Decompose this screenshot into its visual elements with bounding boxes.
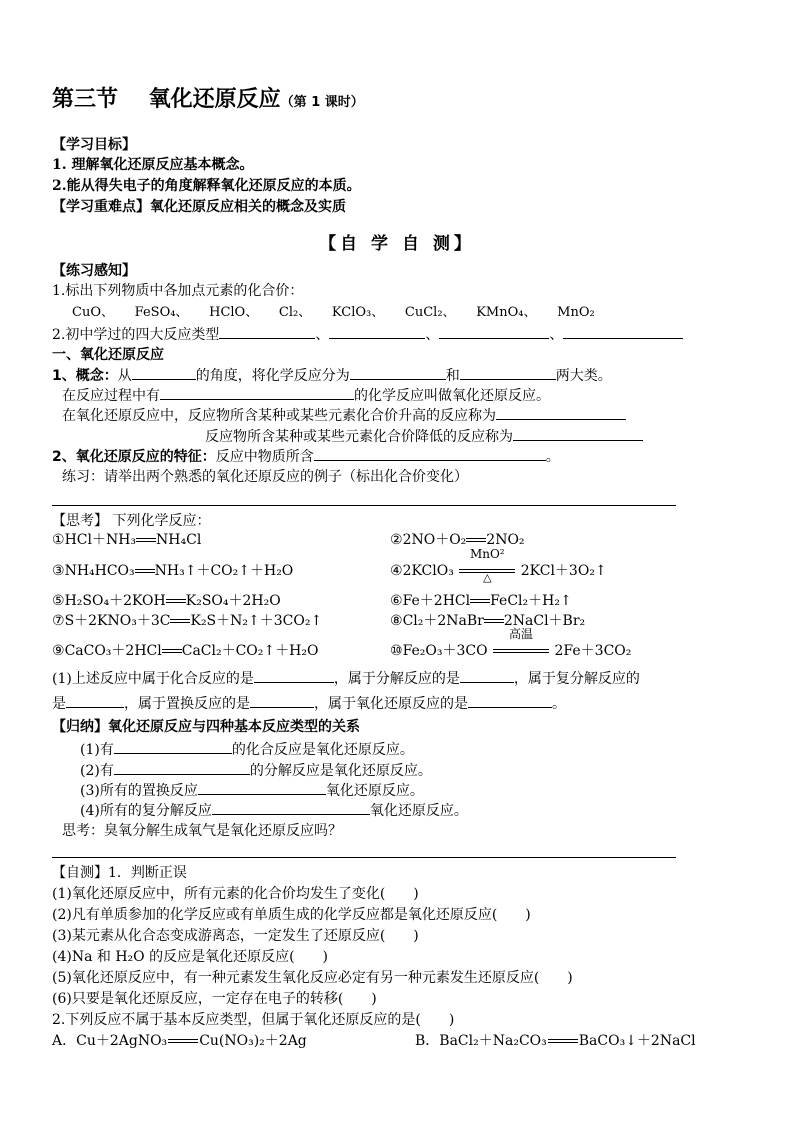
answer-blank[interactable] — [114, 740, 232, 754]
answer-blank[interactable] — [513, 427, 643, 441]
answer-blank[interactable] — [314, 447, 546, 461]
summary-text: (4)所有的复分解反应 — [80, 803, 212, 819]
key-points: 【学习重难点】氧化还原反应相关的概念及实质 — [52, 199, 346, 215]
products: 2Fe＋3CO₂ — [554, 643, 632, 659]
feature-text: 反应中物质所含 — [215, 449, 314, 465]
answer-blank[interactable] — [496, 406, 626, 420]
summary-line-2 — [80, 761, 432, 780]
practice-q2 — [52, 325, 683, 344]
concept-text: 两大类。 — [555, 368, 612, 384]
reactants: Cl₂＋2NaBr — [402, 613, 484, 629]
products: NH₃↑＋CO₂↑＋H₂O — [154, 563, 294, 579]
question-text: ，属于复分解反应的 — [513, 671, 640, 687]
concept-text: 反应物所含某种或某些元素化合价降低的反应称为 — [205, 429, 513, 445]
reaction-8 — [390, 612, 585, 630]
question-text: (1)上述反应中属于化合反应的是 — [52, 671, 254, 687]
products: NH₄Cl — [156, 532, 202, 548]
equals-sign — [548, 1039, 578, 1043]
answer-blank[interactable] — [132, 366, 196, 380]
practice-heading: 【练习感知】 — [52, 263, 136, 279]
answer-line — [52, 857, 676, 858]
summary-line-1 — [80, 740, 414, 759]
answer-blank[interactable] — [563, 325, 683, 339]
section-one-heading: 一、氧化还原反应 — [52, 347, 164, 363]
substance: FeSO₄、 — [134, 305, 189, 320]
answer-blank[interactable] — [219, 325, 315, 339]
summary-text: 氧化还原反应。 — [369, 803, 468, 819]
reaction-number: ⑨ — [52, 643, 65, 659]
substance: KMnO₄、 — [476, 305, 537, 320]
objectives-heading: 【学习目标】 — [52, 137, 136, 153]
judge-item: (4)Na 和 H₂O 的反应是氧化还原反应( ) — [52, 949, 329, 965]
reaction-number: ③ — [52, 563, 65, 579]
feature-label: 2、氧化还原反应的特征： — [52, 449, 216, 465]
practice-q1: 1.标出下列物质中各加点元素的化合价： — [52, 283, 304, 299]
answer-blank[interactable] — [66, 694, 124, 708]
reactants: Fe＋2HCl — [402, 593, 471, 609]
answer-blank[interactable] — [254, 669, 334, 683]
option-label: B． — [415, 1033, 440, 1049]
equals-sign — [466, 538, 486, 542]
concept-line-4 — [205, 427, 643, 446]
answer-line — [52, 505, 676, 506]
judge-item: (2)凡有单质参加的化学反应或有单质生成的化学反应都是氧化还原反应( ) — [52, 907, 531, 923]
reactants: 2NO＋O₂ — [402, 532, 467, 548]
reaction-6 — [390, 592, 572, 610]
answer-blank[interactable] — [439, 325, 549, 339]
answer-blank[interactable] — [468, 694, 552, 708]
substance: CuCl₂、 — [404, 305, 456, 320]
objective-2: 2.能从得失电子的角度解释氧化还原反应的本质。 — [52, 178, 361, 194]
option-a[interactable] — [52, 1032, 307, 1050]
summary-line-3 — [80, 781, 424, 800]
substance: HClO、 — [209, 305, 259, 320]
period-label: （第 1 课时） — [280, 95, 364, 110]
question-text: 是 — [52, 696, 66, 712]
products: BaCO₃↓＋2NaCl — [578, 1033, 696, 1049]
reaction-number: ⑩ — [390, 643, 403, 659]
summary-text: (1)有 — [80, 742, 114, 758]
products: 2KCl＋3O₂↑ — [520, 563, 607, 579]
page-title — [52, 82, 364, 113]
equals-sign — [162, 649, 182, 653]
separator: 、 — [425, 327, 440, 343]
equals-sign — [166, 599, 186, 603]
summary-text: (3)所有的置换反应 — [80, 783, 198, 799]
equals-sign — [135, 569, 155, 573]
reaction-9 — [52, 642, 318, 660]
substance: KClO₃、 — [331, 305, 385, 320]
reactants: Fe₂O₃＋3CO — [402, 643, 488, 659]
reactants: NH₄HCO₃ — [64, 563, 135, 579]
concept-text: 在氧化还原反应中，反应物所含某种或某些元素化合价升高的反应称为 — [62, 408, 496, 424]
reactants: 2KClO₃ — [402, 563, 454, 579]
equals-sign — [470, 599, 490, 603]
answer-blank[interactable] — [212, 801, 370, 815]
products: 2NO₂ — [486, 532, 525, 548]
feature-text: 。 — [545, 449, 560, 465]
substance: Cl₂、 — [278, 305, 312, 320]
concept-text: 在反应过程中有 — [62, 388, 160, 404]
reaction-number: ② — [390, 532, 403, 548]
catalyst-label: MnO² — [469, 547, 505, 561]
feature-line — [52, 447, 560, 466]
products: CaCl₂＋CO₂↑＋H₂O — [181, 643, 319, 659]
summary-line-4 — [80, 801, 468, 820]
high-temp-label: 高温 — [509, 627, 534, 641]
practice-q2-text: 2.初中学过的四大反应类型 — [52, 327, 220, 343]
equals-sign — [170, 619, 190, 623]
equals-sign — [493, 649, 549, 653]
products: Cu(NO₃)₂＋2Ag — [199, 1033, 307, 1049]
reaction-number: ⑤ — [52, 593, 65, 609]
question-text: 。 — [552, 696, 566, 712]
reaction-number: ⑥ — [390, 593, 403, 609]
heat-symbol: △ — [483, 571, 492, 584]
reactants: H₂SO₄＋2KOH — [64, 593, 166, 609]
summary-heading: 【归纳】氧化还原反应与四种基本反应类型的关系 — [52, 719, 360, 735]
concept-label: 1、概念： — [52, 368, 118, 384]
judge-item: (5)氧化还原反应中，有一种元素发生氧化反应必定有另一种元素发生还原反应( ) — [52, 970, 573, 986]
concept-line — [52, 366, 612, 385]
answer-blank[interactable] — [460, 366, 556, 380]
choice-question: 2.下列反应不属于基本反应类型，但属于氧化还原反应的是( ) — [52, 1012, 455, 1028]
summary-text: 的化合反应是氧化还原反应。 — [231, 742, 414, 758]
summary-text: (2)有 — [80, 763, 114, 779]
classify-question — [52, 669, 640, 688]
separator: 、 — [549, 327, 564, 343]
products: 2NaCl＋Br₂ — [503, 613, 586, 629]
think-heading: 【思考】 下列化学反应： — [52, 513, 211, 529]
summary-think: 思考：臭氧分解生成氧气是氧化还原反应吗？ — [62, 823, 342, 839]
reaction-number: ① — [52, 532, 65, 548]
concept-text: 和 — [445, 368, 460, 384]
reaction-condition — [458, 547, 516, 584]
substance: MnO₂ — [557, 305, 595, 320]
selftest-heading: 【自测】1．判断正误 — [52, 865, 187, 881]
section-number: 第三节 — [52, 87, 119, 112]
option-label: A． — [52, 1033, 77, 1049]
concept-text: 从 — [117, 368, 132, 384]
reaction-10 — [390, 627, 632, 660]
reaction-5 — [52, 592, 281, 610]
reactants: S＋2KNO₃＋3C — [64, 613, 171, 629]
objective-1: 1. 理解氧化还原反应基本概念。 — [52, 157, 254, 173]
reaction-condition — [492, 627, 550, 660]
equals-sign — [168, 1039, 198, 1043]
question-text: ，属于氧化还原反应的是 — [314, 696, 468, 712]
judge-item: (3)某元素从化合态变成游离态，一定发生了还原反应( ) — [52, 928, 419, 944]
products: K₂S＋N₂↑＋3CO₂↑ — [190, 613, 323, 629]
separator: 、 — [315, 327, 330, 343]
reaction-number: ⑧ — [390, 613, 403, 629]
reaction-number: ⑦ — [52, 613, 65, 629]
concept-text: 的角度，将化学反应分为 — [195, 368, 350, 384]
substance: CuO、 — [72, 305, 114, 320]
answer-blank[interactable] — [198, 781, 326, 795]
summary-text: 氧化还原反应。 — [325, 783, 424, 799]
reaction-number: ④ — [390, 563, 403, 579]
answer-blank[interactable] — [460, 669, 514, 683]
judge-item: (1)氧化还原反应中，所有元素的化合价均发生了变化( ) — [52, 886, 419, 902]
concept-line-3 — [62, 406, 626, 425]
equals-sign — [136, 538, 156, 542]
reactants: CaCO₃＋2HCl — [64, 643, 162, 659]
reactants: Cu＋2AgNO₃ — [76, 1033, 168, 1049]
reactants: HCl＋NH₃ — [64, 532, 137, 548]
summary-text: 的分解反应是氧化还原反应。 — [249, 763, 432, 779]
question-text: ，属于分解反应的是 — [333, 671, 460, 687]
answer-blank[interactable] — [114, 761, 250, 775]
question-text: ，属于置换反应的是 — [124, 696, 250, 712]
reaction-3 — [52, 562, 293, 580]
exercise-line: 练习：请举出两个熟悉的氧化还原反应的例子（标出化合价变化） — [62, 469, 468, 485]
concept-line-2 — [62, 386, 550, 405]
concept-text: 的化学反应叫做氧化还原反应。 — [354, 388, 550, 404]
reaction-4 — [390, 547, 607, 584]
reaction-1 — [52, 531, 201, 549]
answer-blank[interactable] — [329, 325, 425, 339]
answer-blank[interactable] — [250, 694, 314, 708]
option-b[interactable] — [415, 1032, 696, 1050]
products: FeCl₂＋H₂↑ — [490, 593, 572, 609]
products: K₂SO₄＋2H₂O — [185, 593, 281, 609]
answer-blank[interactable] — [350, 366, 446, 380]
judge-item: (6)只要是氧化还原反应，一定存在电子的转移( ) — [52, 991, 377, 1007]
section-topic: 氧化还原反应 — [148, 87, 281, 112]
self-study-heading: 【自 学 自 测】 — [319, 234, 475, 254]
reaction-7 — [52, 612, 322, 630]
substance-list — [72, 304, 595, 322]
reactants: BaCl₂＋Na₂CO₃ — [439, 1033, 547, 1049]
equals-sign — [484, 619, 504, 623]
answer-blank[interactable] — [160, 386, 354, 400]
classify-question-2 — [52, 694, 566, 713]
